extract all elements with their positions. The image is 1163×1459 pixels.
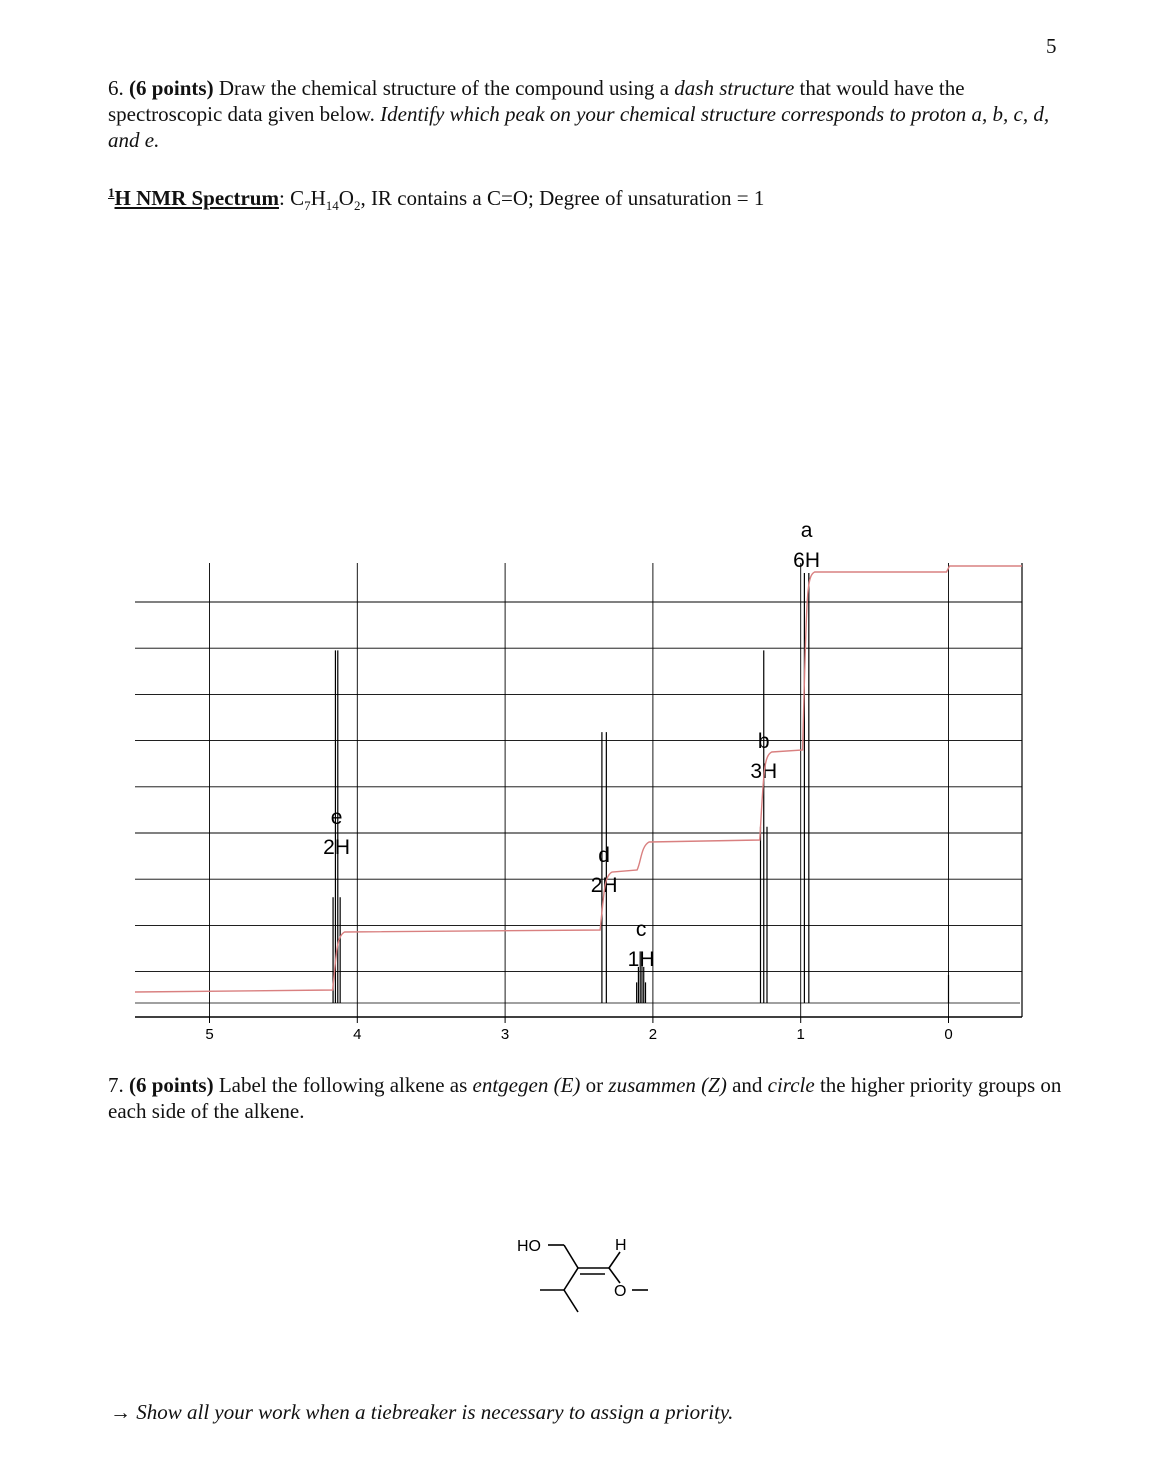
formula-c: C — [290, 186, 305, 210]
x-tick-label: 1 — [796, 1026, 805, 1043]
footer-note — [110, 1400, 733, 1425]
peak-b-integration: 3H — [750, 760, 778, 783]
question-7-or: or — [580, 1073, 609, 1097]
question-6-text-a: Draw the chemical structure of the compound using a — [213, 76, 675, 100]
question-7 — [108, 1072, 1068, 1124]
peak-c-integration: 1H — [627, 948, 655, 971]
x-tick-label: 2 — [648, 1026, 658, 1043]
peak-b-letter: b — [757, 730, 770, 753]
spectrum-label-sup: 1 — [108, 185, 115, 200]
question-7-text-a: Label the following alkene as — [213, 1073, 473, 1097]
integral-curve — [135, 566, 1022, 992]
peak-d-letter: d — [598, 844, 610, 867]
zusammen-term: zusammen (Z) — [608, 1073, 727, 1097]
x-tick-label: 0 — [944, 1026, 953, 1043]
question-7-points: (6 points) — [129, 1073, 214, 1097]
formula-c-sub: 7 — [304, 198, 311, 214]
x-tick-label: 3 — [500, 1026, 510, 1043]
peak-c-letter: c — [635, 918, 647, 941]
peak-e-integration: 2H — [323, 836, 351, 859]
circle-term: circle — [767, 1073, 815, 1097]
dash-structure-term: dash structure — [674, 76, 795, 100]
x-tick-label: 5 — [205, 1026, 214, 1043]
question-6-number: 6. — [108, 76, 129, 100]
spectrum-label: H NMR Spectrum — [114, 186, 279, 210]
peak-e-letter: e — [330, 806, 343, 829]
h-label: H — [615, 1237, 627, 1254]
x-tick-label: 4 — [353, 1026, 362, 1043]
question-7-number: 7. — [108, 1073, 129, 1097]
peak-a-letter: a — [800, 519, 813, 542]
peak-d-integration: 2H — [590, 874, 618, 897]
question-7-and: and — [726, 1073, 768, 1097]
entgegen-term: entgegen (E) — [472, 1073, 581, 1097]
question-6-text-b: that would have the spectroscopic data given below. — [108, 76, 965, 126]
o-label: O — [614, 1283, 627, 1300]
question-6-points: (6 points) — [129, 76, 214, 100]
ho-label: HO — [517, 1238, 541, 1255]
question-6-instruction: Identify which peak on your chemical structure corresponds to proton a, b, c, d, and e. — [108, 102, 1050, 152]
footer-text: Show all your work when a tiebreaker is necessary to assign a priority. — [131, 1400, 734, 1424]
page-number: 5 — [1046, 34, 1057, 58]
spectrum-colon: : — [278, 186, 291, 210]
question-7-text-b: the higher priority groups on each side of the alkene. — [108, 1073, 1062, 1123]
formula-h-sub: 14 — [325, 198, 339, 214]
formula-o-sub: 2 — [353, 198, 361, 214]
formula-h: H — [310, 186, 326, 210]
arrow-icon: → — [110, 1400, 131, 1424]
formula-o: O — [338, 186, 354, 210]
peak-a-integration: 6H — [793, 549, 821, 572]
spectrum-info-rest: , IR contains a C=O; Degree of unsaturation = 1 — [360, 186, 765, 210]
